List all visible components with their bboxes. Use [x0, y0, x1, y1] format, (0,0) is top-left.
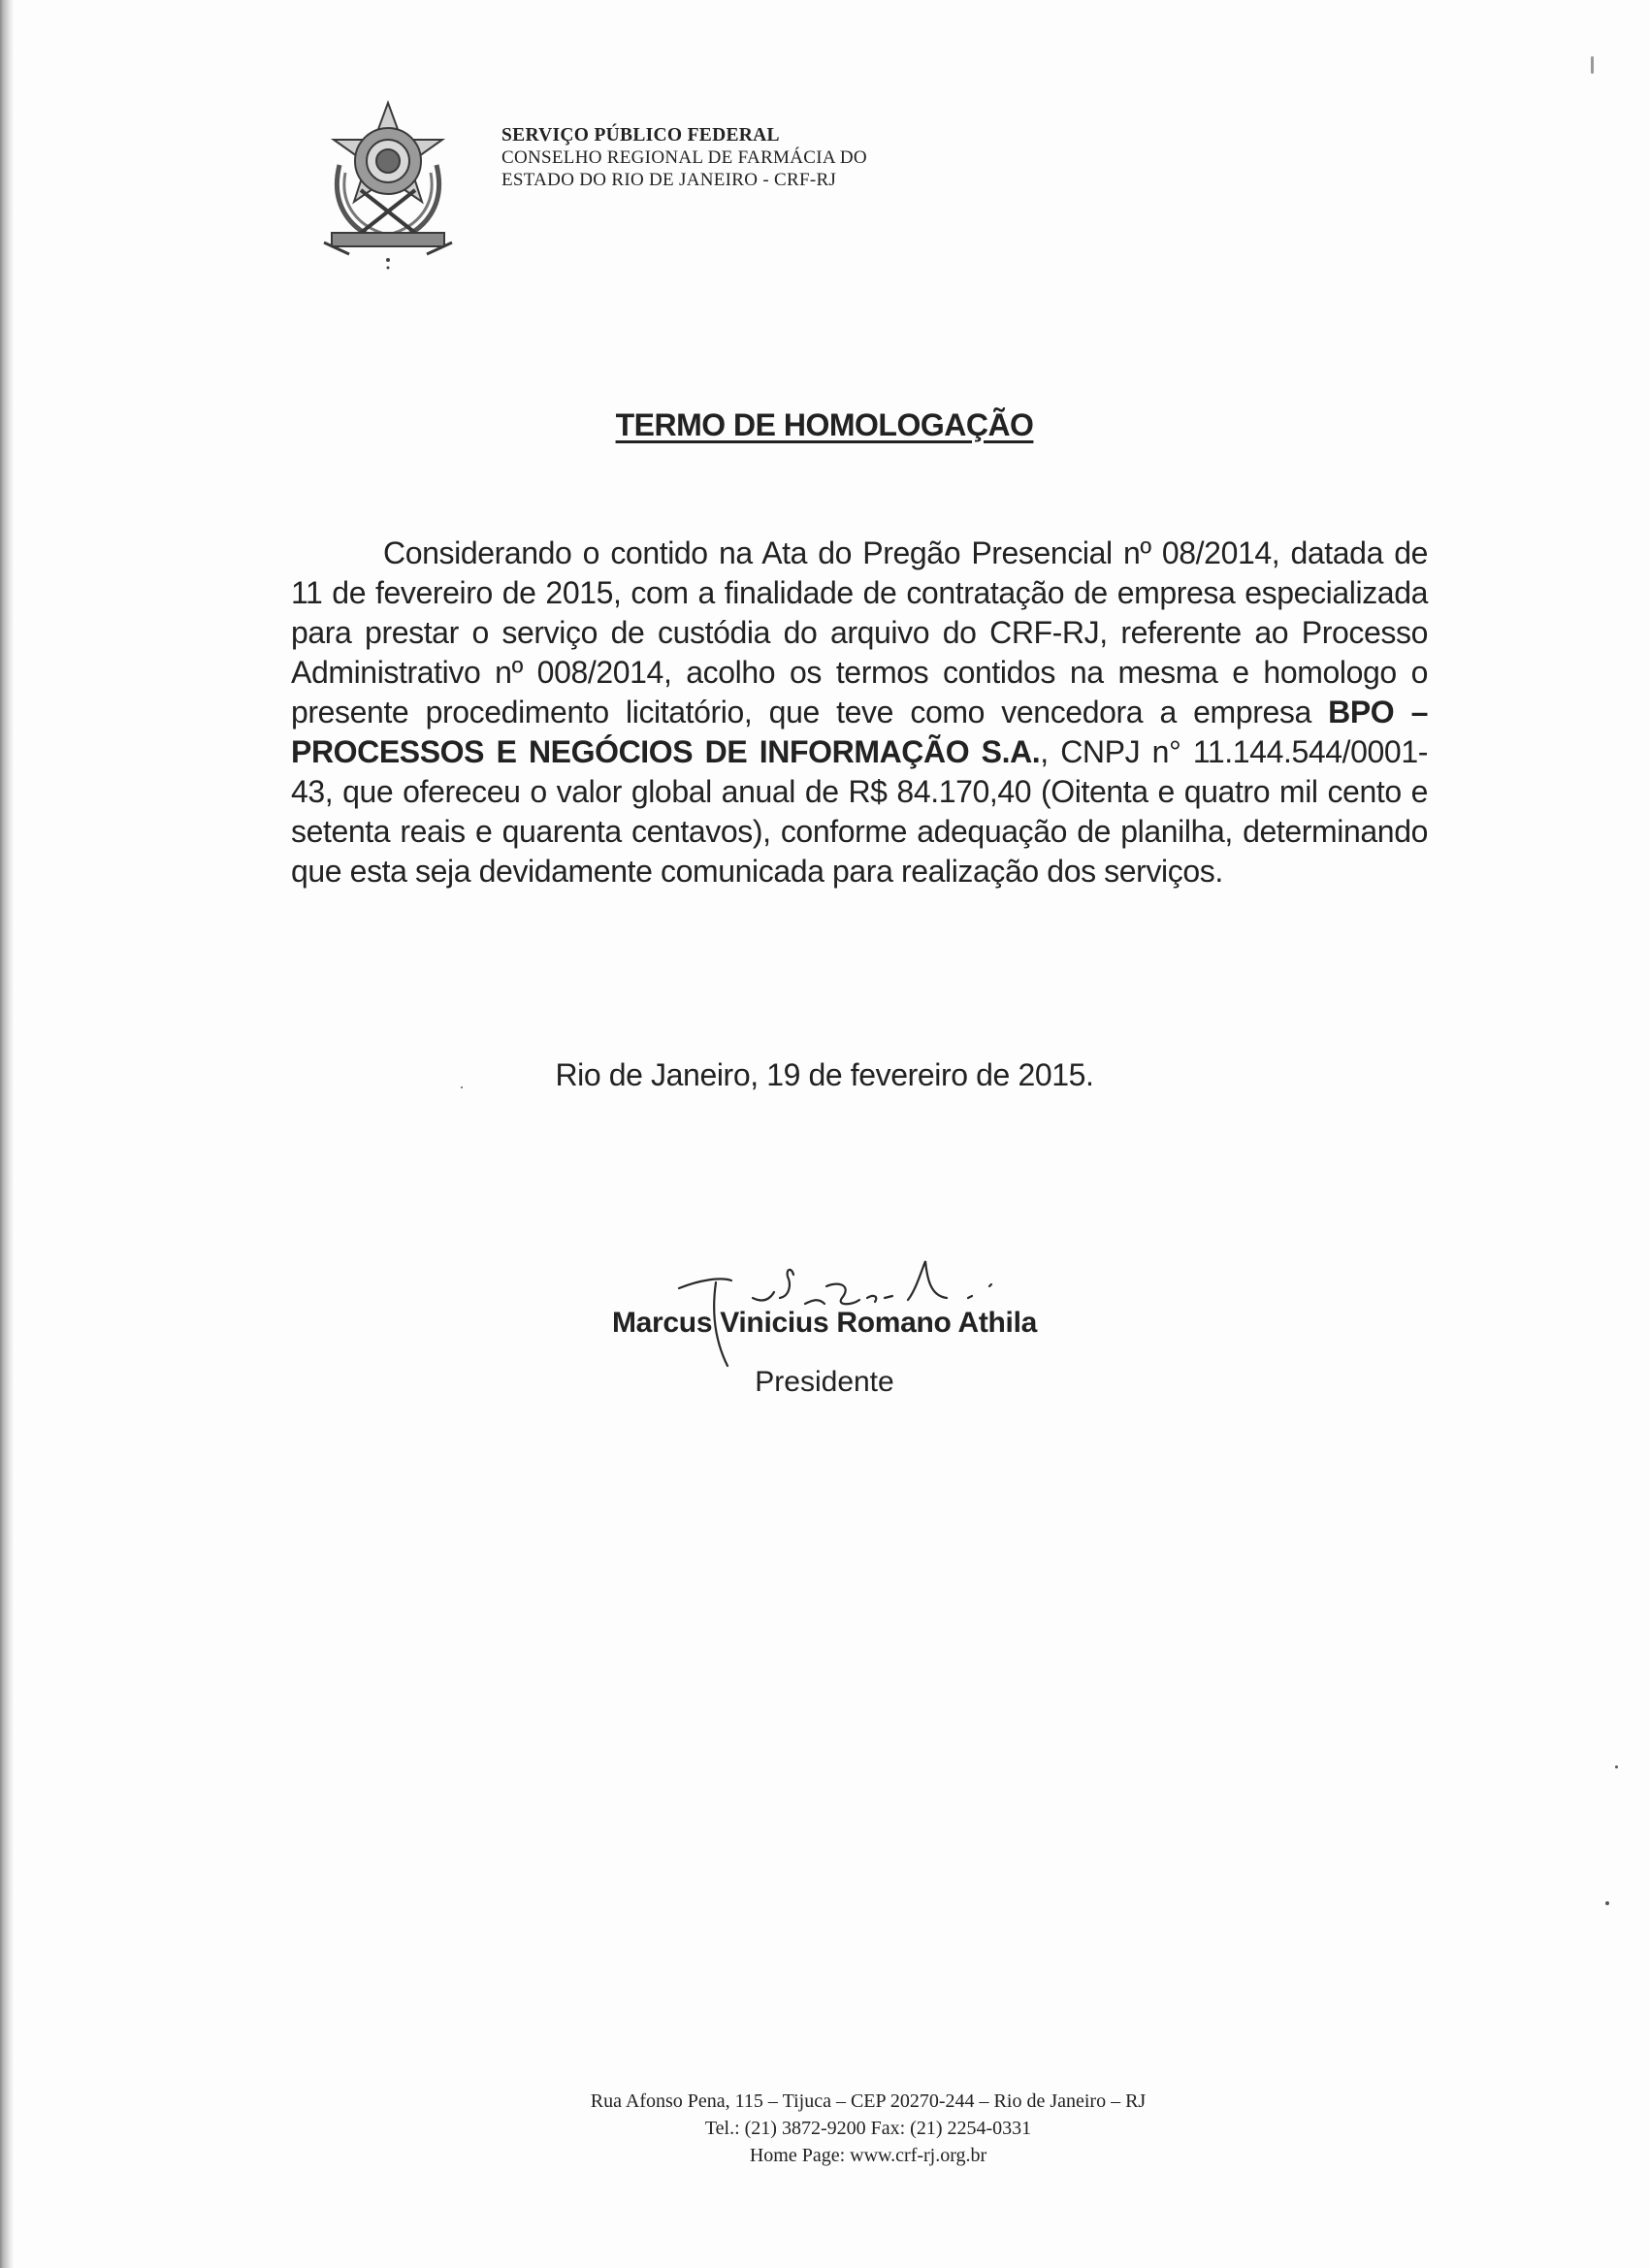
body-text-part2: , CNPJ n° 11.144.544/0001-43, que ofereceu o valor global anual de R$ 84.170,40 (Oitenta e quatro mil cento e setenta reais e quarenta centavos), conforme adequação de planilha, determinando que esta seja devidamente comunicada para realização dos serviços.	[291, 734, 1428, 889]
body-text-part1: Considerando o contido na Ata do Pregão Presencial nº 08/2014, datada de 11 de fevereiro de 2015, com a finalidade de contratação de empresa especializada para prestar o serviço de custódia do arquivo do CRF-RJ, referente ao Processo Administrativo nº 008/2014, acolho os termos contidos na mesma e homologo o presente procedimento licitatório, que teve como vencedora a empresa	[291, 535, 1428, 729]
scan-speck	[1615, 1766, 1618, 1768]
scan-speck	[461, 1086, 463, 1088]
body-paragraph	[291, 534, 1428, 891]
document-title: TERMO DE HOMOLOGAÇÃO	[615, 407, 1034, 442]
footer-phones: Tel.: (21) 3872-9200 Fax: (21) 2254-0331	[704, 2118, 1032, 2139]
organization-info	[501, 124, 867, 191]
brazil-coat-of-arms-icon	[310, 97, 466, 272]
council-name-line2: ESTADO DO RIO DE JANEIRO - CRF-RJ	[501, 170, 837, 190]
date-line: Rio de Janeiro, 19 de fevereiro de 2015.	[555, 1057, 1094, 1092]
council-name-line1: CONSELHO REGIONAL DE FARMÁCIA DO	[501, 147, 867, 168]
service-name: SERVIÇO PÚBLICO FEDERAL	[501, 125, 780, 146]
footer-homepage: Home Page: www.crf-rj.org.br	[749, 2145, 987, 2166]
company-name: BPO – PROCESSOS E NEGÓCIOS DE INFORMAÇÃO S.A.	[291, 695, 1428, 769]
handwritten-signature	[660, 1242, 1048, 1368]
scan-edge-shadow	[0, 0, 14, 2268]
scan-speck	[1605, 1901, 1609, 1905]
signer-name: Marcus Vinicius Romano Athila	[611, 1307, 1038, 1339]
scan-mark	[1591, 56, 1594, 74]
letterhead	[310, 97, 1183, 272]
footer-address: Rua Afonso Pena, 115 – Tijuca – CEP 20270-244 – Rio de Janeiro – RJ	[590, 2090, 1147, 2112]
footer	[0, 2088, 1649, 2169]
signer-role: Presidente	[755, 1366, 894, 1398]
